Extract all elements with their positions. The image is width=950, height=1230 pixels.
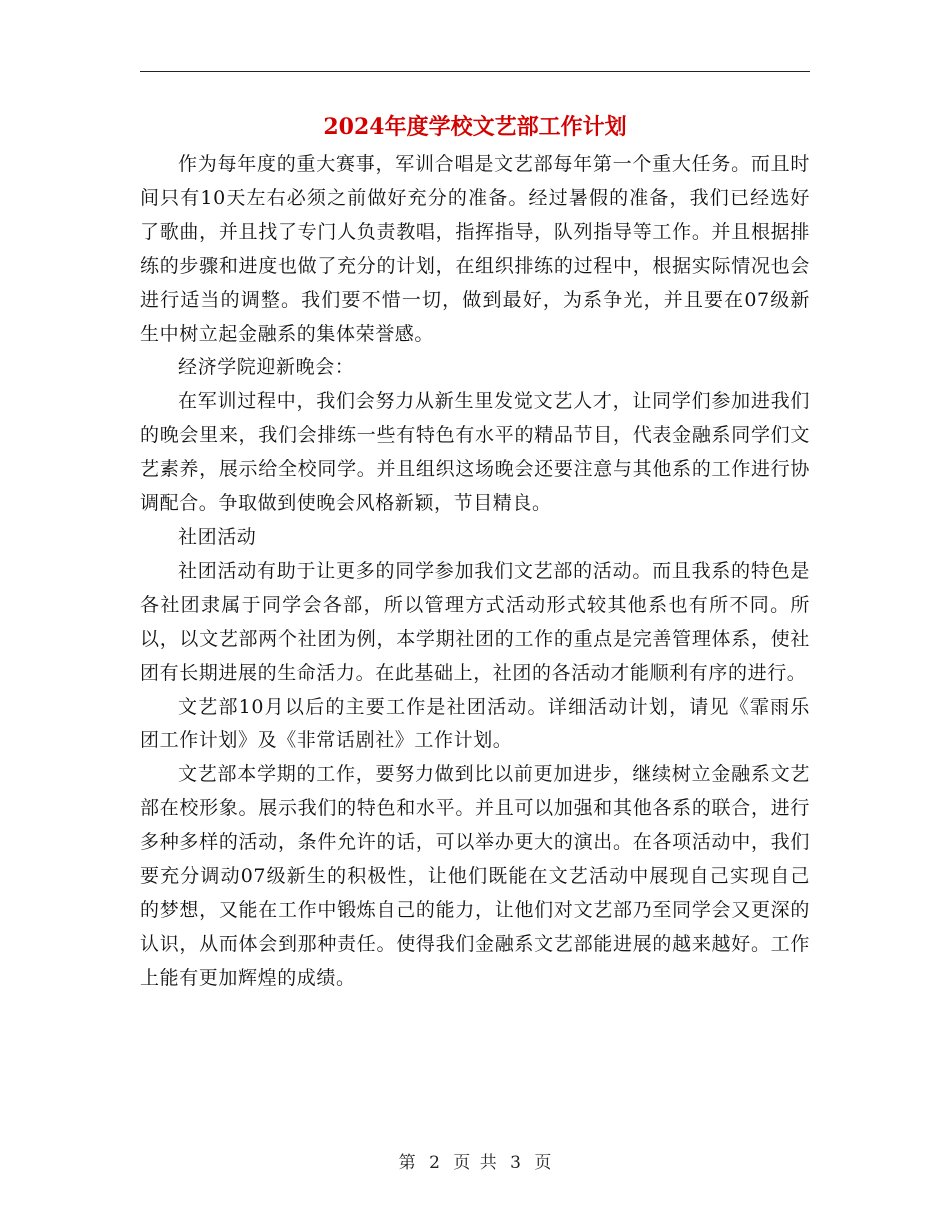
paragraph-military-choir: 作为每年度的重大赛事，军训合唱是文艺部每年第一个重大任务。而且时间只有10天左右必须之前做好充分的准备。经过暑假的准备，我们已经选好了歌曲，并且找了专门人负责教唱，指挥指导，队列指导等工作。并且根据排练的步骤和进度也做了充分的计划，在组织排练的过程中，根据实际情况也会进行适当的调整。我们要不惜一切，做到最好，为系争光，并且要在07级新生中树立起金融系的集体荣誉感。 [140, 153, 810, 345]
page-footer [0, 1151, 950, 1175]
footer-total-pages: 3 [510, 1153, 521, 1173]
paragraph-welcome-gala: 在军训过程中，我们会努力从新生里发觉文艺人才，让同学们参加进我们的晚会里来，我们会排练一些有特色有水平的精品节目，代表金融系同学们文艺素养，展示给全校同学。并且组织这场晚会还要注意与其他系的工作进行协调配合。争取做到使晚会风格新颖，节目精良。 [140, 390, 810, 515]
footer-suffix: 页 [534, 1153, 552, 1173]
heading-club-activities: 社团活动 [178, 525, 257, 548]
heading-welcome-gala: 经济学院迎新晚会： [178, 356, 355, 379]
footer-current-page: 2 [429, 1153, 440, 1173]
paragraph-semester-goals: 文艺部本学期的工作，要努力做到比以前更加进步，继续树立金融系文艺部在校形象。展示我们的特色和水平。并且可以加强和其他各系的联合，进行多种多样的活动，条件允许的话，可以举办更大的演出。在各项活动中，我们要充分调动07级新生的积极性，让他们既能在文艺活动中展现自己实现自己的梦想，又能在工作中锻炼自己的能力，让他们对文艺部乃至同学会又更深的认识，从而体会到那种责任。使得我们金融系文艺部能进展的越来越好。工作上能有更加辉煌的成绩。 [140, 763, 810, 989]
footer-prefix: 第 [398, 1153, 416, 1173]
document-title: 2024年度学校文艺部工作计划 [323, 114, 627, 140]
header-rule [140, 71, 810, 72]
paragraph-october-plan: 文艺部10月以后的主要工作是社团活动。详细活动计划，请见《霏雨乐团工作计划》及《非常话剧社》工作计划。 [140, 695, 810, 752]
paragraph-club-activities: 社团活动有助于让更多的同学参加我们文艺部的活动。而且我系的特色是各社团隶属于同学会各部，所以管理方式活动形式较其他系也有所不同。所以，以文艺部两个社团为例，本学期社团的工作的重点是完善管理体系，使社团有长期进展的生命活力。在此基础上，社团的各活动才能顺利有序的进行。 [140, 559, 810, 684]
footer-mid: 页 共 [453, 1153, 497, 1173]
document-body [140, 148, 810, 996]
